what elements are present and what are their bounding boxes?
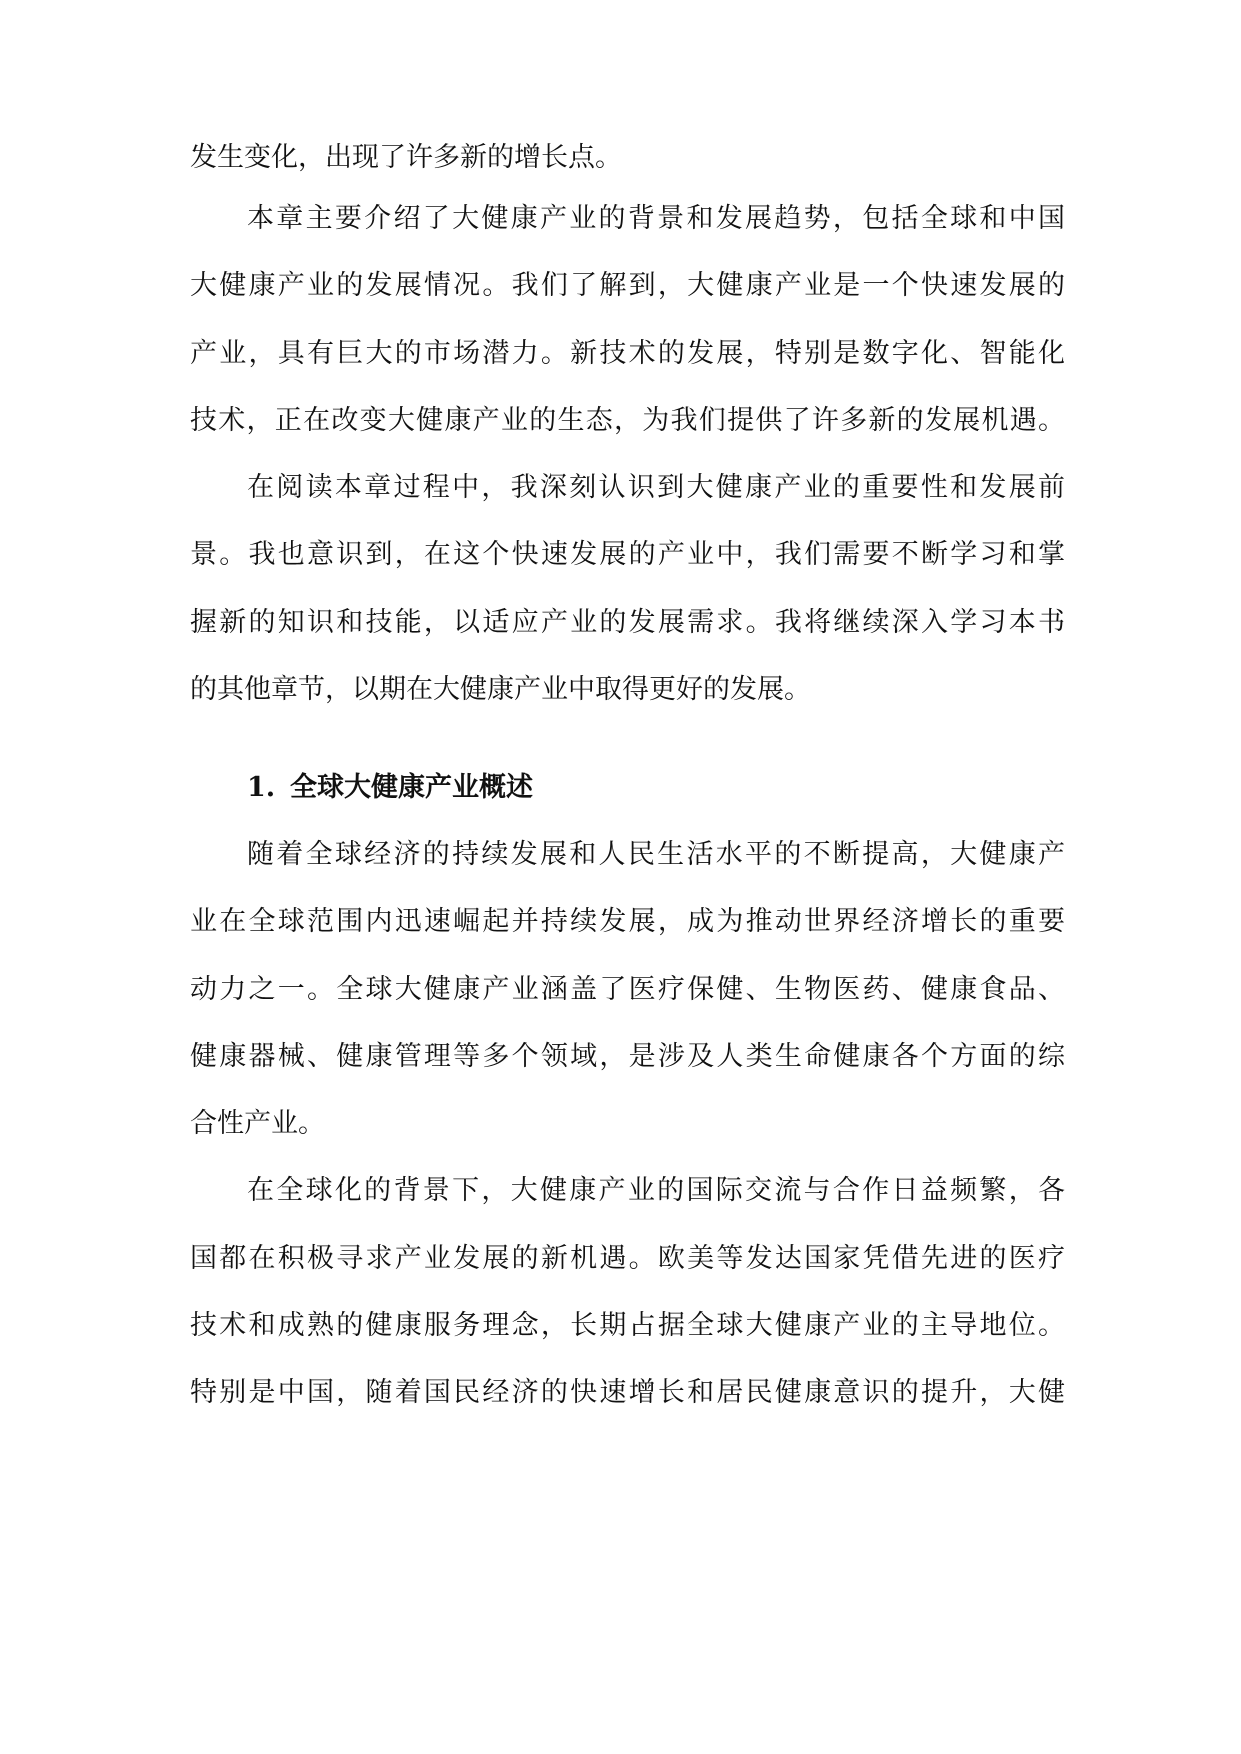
paragraph-line: 产业，具有巨大的市场潜力。新技术的发展，特别是数字化、智能化 — [190, 338, 1065, 369]
paragraph-line: 技术，正在改变大健康产业的生态，为我们提供了许多新的发展机遇。 — [190, 405, 1065, 436]
section-number: 1. — [247, 772, 276, 803]
paragraph-line: 的其他章节，以期在大健康产业中取得更好的发展。 — [190, 674, 811, 705]
paragraph-line: 景。我也意识到，在这个快速发展的产业中，我们需要不断学习和掌 — [190, 539, 1065, 570]
paragraph-line: 大健康产业的发展情况。我们了解到，大健康产业是一个快速发展的 — [190, 270, 1065, 301]
section-heading — [247, 768, 533, 808]
paragraph-line: 在阅读本章过程中，我深刻认识到大健康产业的重要性和发展前 — [247, 472, 1065, 503]
paragraph-line: 技术和成熟的健康服务理念，长期占据全球大健康产业的主导地位。 — [190, 1310, 1065, 1341]
section-title: 全球大健康产业概述 — [290, 772, 533, 803]
paragraph-line: 业在全球范围内迅速崛起并持续发展，成为推动世界经济增长的重要 — [190, 906, 1065, 937]
paragraph-line: 特别是中国，随着国民经济的快速增长和居民健康意识的提升，大健 — [190, 1377, 1065, 1408]
paragraph-line: 健康器械、健康管理等多个领域，是涉及人类生命健康各个方面的综 — [190, 1041, 1065, 1072]
paragraph-line: 随着全球经济的持续发展和人民生活水平的不断提高，大健康产 — [247, 839, 1065, 870]
paragraph-line: 国都在积极寻求产业发展的新机遇。欧美等发达国家凭借先进的医疗 — [190, 1243, 1065, 1274]
paragraph-line: 握新的知识和技能，以适应产业的发展需求。我将继续深入学习本书 — [190, 607, 1065, 638]
paragraph-line: 在全球化的背景下，大健康产业的国际交流与合作日益频繁，各 — [247, 1175, 1065, 1206]
paragraph-line: 本章主要介绍了大健康产业的背景和发展趋势，包括全球和中国 — [247, 203, 1065, 234]
paragraph-line: 发生变化，出现了许多新的增长点。 — [190, 142, 622, 173]
paragraph-line: 动力之一。全球大健康产业涵盖了医疗保健、生物医药、健康食品、 — [190, 974, 1065, 1005]
paragraph-line: 合性产业。 — [190, 1108, 325, 1139]
